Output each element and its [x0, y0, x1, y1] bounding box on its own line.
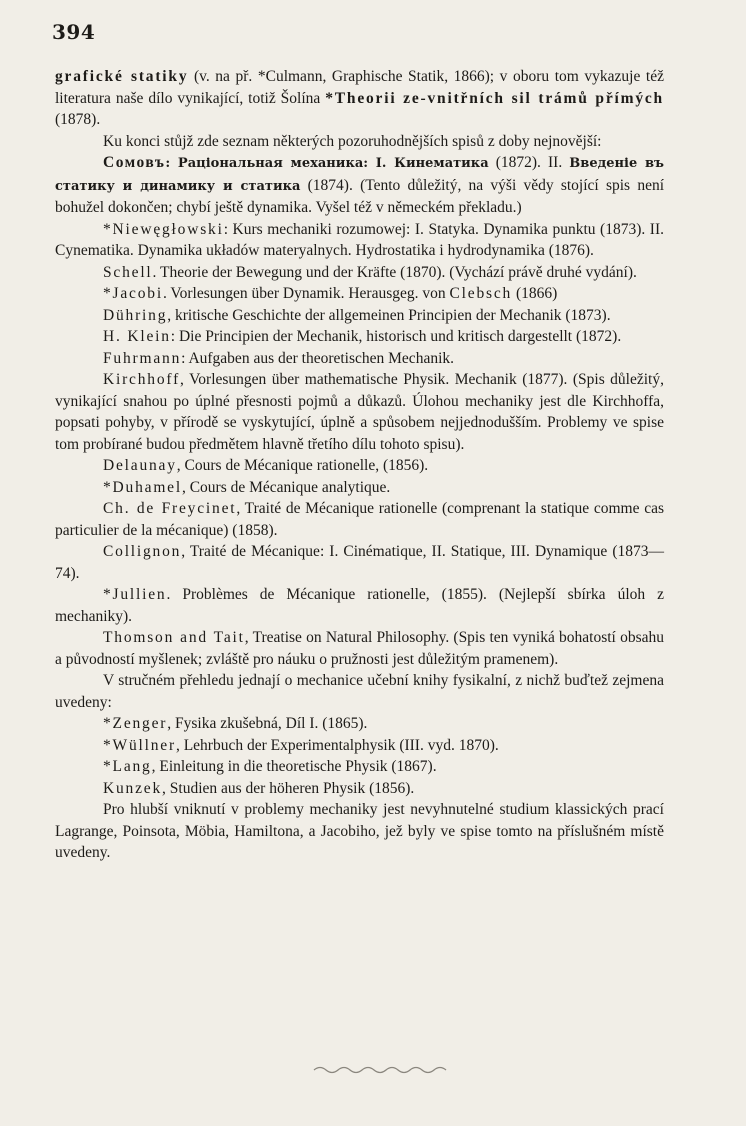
text: V stručném přehledu jednají o mechanice učební knihy fysikalní, z nichž buďtež zejmena uvedeny: — [55, 672, 664, 711]
author-name: *Duhamel — [103, 478, 182, 496]
text: Pro hlubší vniknutí v problemy mechaniky jest nevyhnutelné studium klassických prací Lagrange, Poinsota, Möbia, Hamiltona, a Jacobiho, jež byly ve spise tomto na příslušném místě uvedeny. — [55, 801, 664, 861]
bibliography-entry — [55, 498, 664, 541]
text: (1872). II. — [488, 154, 570, 171]
author-name: *Wüllner — [103, 736, 176, 754]
emphasis-term: grafické statiky — [55, 68, 189, 85]
bibliography-entry — [55, 262, 664, 284]
text: (v. na př. *Culmann, Graphische Statik, 1866); v oboru tom vykazuje též literatura naše dílo vynikající, totiž Šolína — [55, 68, 664, 107]
bibliography-entry — [55, 369, 664, 455]
emphasis-title: *Theorii ze-vnitřních sil trámů přímých — [325, 89, 664, 107]
bibliography-entry — [55, 283, 664, 305]
text: , Studien aus der höheren Physik (1856). — [162, 779, 415, 797]
bibliography-entry — [55, 152, 664, 219]
paragraph-textbooks-intro — [55, 670, 664, 713]
paragraph-closing — [55, 799, 664, 864]
author-name: *Jullien — [103, 586, 167, 603]
author-name: *Lang — [103, 758, 152, 775]
text: , Cours de Mécanique analytique. — [181, 478, 391, 496]
text: , Cours de Mécanique rationelle, (1856). — [176, 457, 429, 474]
author-name: *Jacobi — [103, 285, 163, 302]
author-name: Fuhrmann — [103, 349, 182, 367]
bibliography-entry — [55, 326, 664, 348]
text: . Problèmes de Mécanique rationelle, (1855). (Nejlepší sbírka úloh z mechaniky). — [55, 586, 664, 625]
author-name: Dühring — [103, 306, 168, 324]
author-name: Ch. de Freycinet — [103, 500, 237, 517]
text: : Die Principien der Mechanik, historisch und kritisch dargestellt (1872). — [170, 328, 622, 345]
author-name: Schell — [103, 263, 153, 281]
author-name: Thomson and Tait — [103, 629, 245, 646]
bibliography-entry — [55, 756, 664, 778]
text: , Fysika zkušebná, Díl I. (1865). — [167, 715, 368, 732]
text: . Vorlesungen über Dynamik. Herausgeg. von — [162, 285, 450, 302]
paragraph-list-intro — [55, 131, 664, 153]
text: (1878). — [55, 111, 101, 128]
text: , Traité de Mécanique: I. Cinématique, II. Statique, III. Dynamique (1873—74). — [55, 543, 664, 582]
bibliography-entry — [55, 348, 664, 370]
bibliography-entry — [55, 541, 664, 584]
text: , kritische Geschichte der allgemeinen Principien der Mechanik (1873). — [167, 306, 611, 324]
decorative-flourish — [312, 1064, 452, 1076]
text: : Kurs mechaniki rozumowej: I. Statyka. Dynamika punktu (1873). II. Cynematika. Dynamika układów materyalnych. Hydrostatika i hydrodynamika (1876). — [55, 220, 664, 259]
author-name: Delaunay — [103, 457, 177, 474]
text: Ku konci stůjž zde seznam některých pozoruhodnějších spisů z doby nejnovější: — [103, 132, 602, 150]
text: , Lehrbuch der Experimentalphysik (III. vyd. 1870). — [175, 736, 499, 754]
bibliography-entry — [55, 778, 664, 800]
bibliography-entry — [55, 713, 664, 735]
text: . Theorie der Bewegung und der Kräfte (1870). (Vychází právě druhé vydání). — [152, 263, 637, 281]
bibliography-entry — [55, 477, 664, 499]
text: , Treatise on Natural Philosophy. (Spis ten vyniká bohatostí obsahu a původností myšlenek; zvláště pro náuku o pružnosti jest důležitým pramenem). — [55, 629, 664, 668]
paragraph-intro-continuation — [55, 66, 664, 131]
author-name: *Niewęgłowski — [103, 220, 224, 238]
bibliography-entry — [55, 627, 664, 670]
text: , Vorlesungen über mathematische Physik. Mechanik (1877). (Spis důležitý, vynikající snahou po úplné přesnosti pojmů a důkazů. Úlohou mechaniky jest dle Kirchhoffa, popsati pohyby, v přírodě se vyskytující, úplně a spůsobem nejjednodušším. Problemy ve spise tom probírané budou předmětem hlavně třetího dílu tohoto spisu). — [55, 371, 664, 453]
author-name: Kirchhoff — [103, 371, 181, 388]
author-name: Clebsch — [449, 285, 513, 302]
author-name: Сомовъ — [103, 154, 166, 171]
text-russian: I. Кинематика — [375, 156, 489, 171]
text: (1874). (Tento důležitý, na výši vědy stojící spis není bohužel dokončen; chybí ještě dynamika. Vyšel též v německém překladu.) — [55, 176, 664, 216]
author-name: *Zenger — [103, 715, 168, 732]
bibliography-entry — [55, 455, 664, 477]
page-number: 394 — [52, 20, 96, 44]
author-name: Collignon — [103, 543, 182, 560]
bibliography-entry — [55, 219, 664, 262]
bibliography-entry — [55, 584, 664, 627]
text: , Einleitung in die theoretische Physik (1867). — [151, 758, 437, 775]
text: : Aufgaben aus der theoretischen Mechanik. — [181, 349, 455, 367]
text: , Traité de Mécanique rationelle (comprenant la statique comme cas particulier de la mécanique) (1858). — [55, 500, 664, 539]
bibliography-entry — [55, 305, 664, 327]
text-russian: : Раціональная механика: — [165, 156, 376, 171]
page-body — [55, 66, 664, 864]
bibliography-entry — [55, 735, 664, 757]
text: (1866) — [512, 285, 558, 302]
text-russian: Введеніе въ статику и динамику и статика — [55, 156, 664, 194]
author-name: H. Klein — [103, 328, 171, 345]
author-name: Kunzek — [103, 779, 163, 797]
